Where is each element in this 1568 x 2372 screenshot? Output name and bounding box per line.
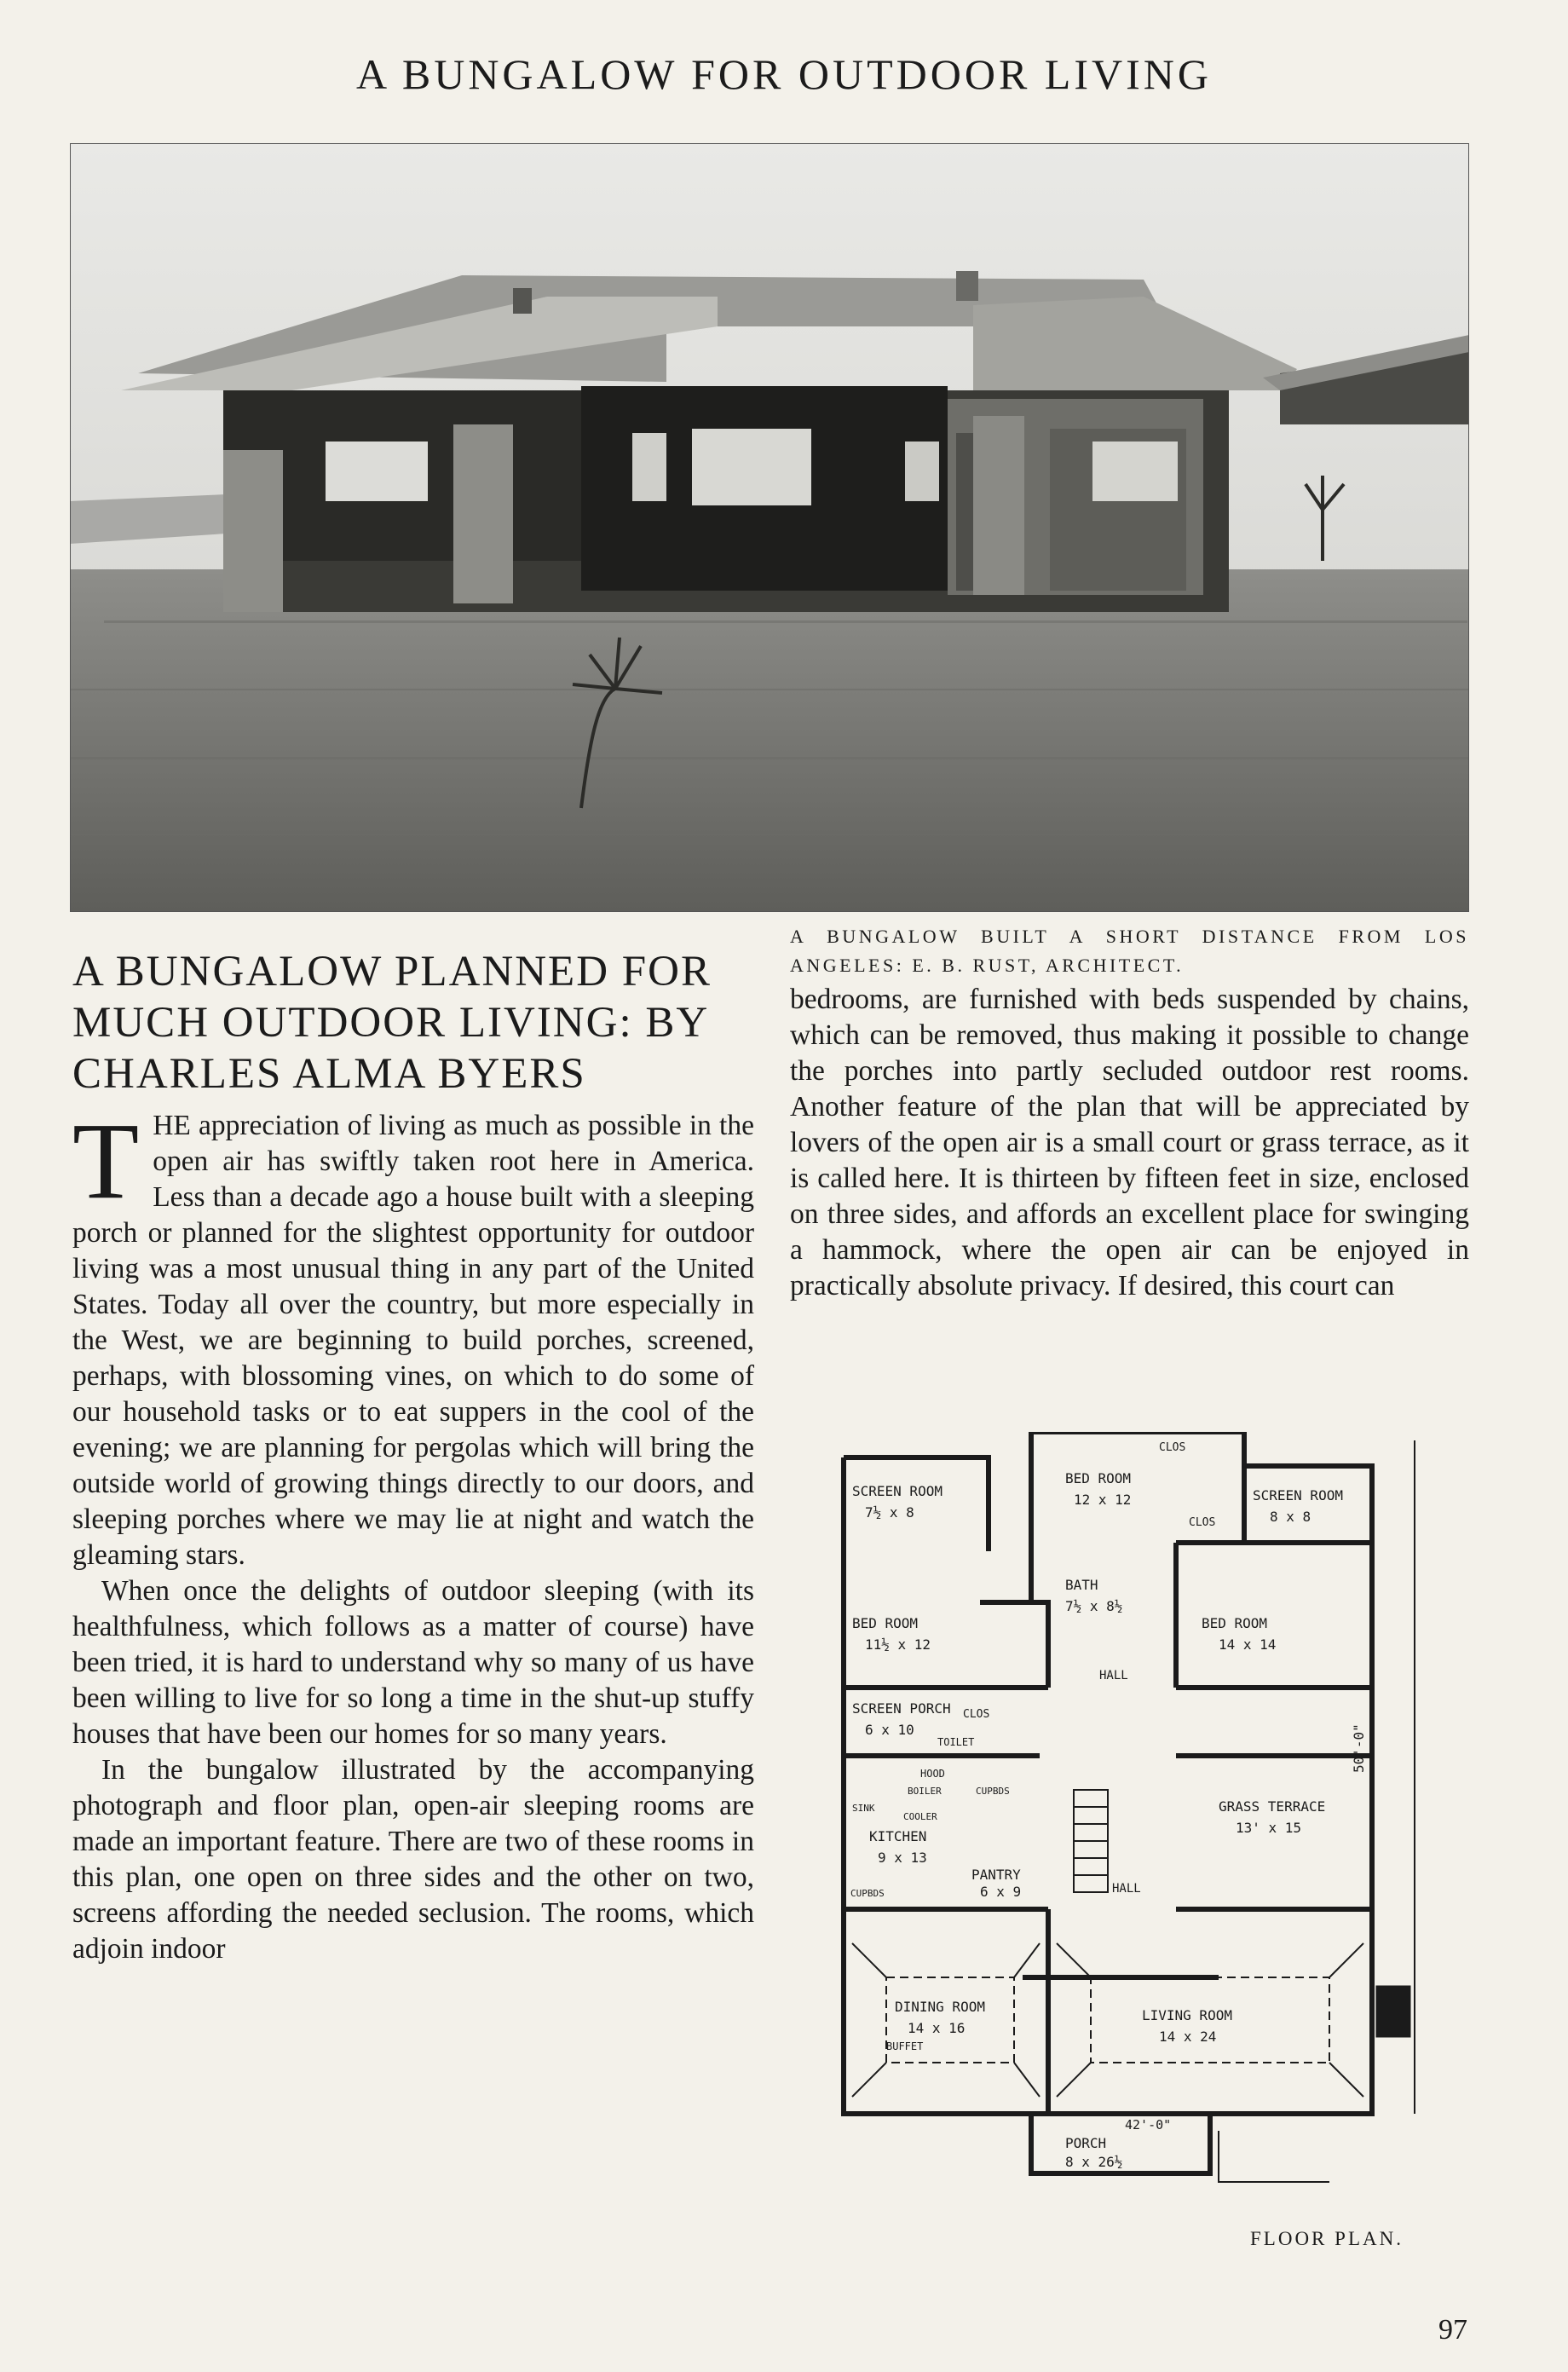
hall-label-1: HALL [1099, 1669, 1128, 1682]
room-living-room: LIVING ROOM [1142, 2007, 1232, 2023]
room-pantry: PANTRY [971, 1867, 1021, 1883]
room-bath: BATH [1065, 1577, 1098, 1593]
room-grass-terrace: GRASS TERRACE [1219, 1798, 1326, 1815]
svg-text:CUPBDS: CUPBDS [976, 1786, 1010, 1797]
svg-text:14 x 14: 14 x 14 [1219, 1636, 1277, 1653]
svg-text:7½ x 8½: 7½ x 8½ [1065, 1598, 1123, 1614]
photo-caption: A BUNGALOW BUILT A SHORT DISTANCE FROM LOS ANGELES: E. B. RUST, ARCHITECT. [790, 926, 1469, 976]
drop-cap: T [72, 1100, 140, 1221]
svg-text:6 x 10: 6 x 10 [865, 1722, 914, 1738]
svg-text:CUPBDS: CUPBDS [850, 1888, 885, 1899]
svg-text:8 x 26½: 8 x 26½ [1065, 2154, 1123, 2170]
paragraph-2: When once the delights of outdoor sleeping (with its healthfulness, which follows as a matter of course) have been tried, it is hard to understand why so many of us have been willing to live for so long a time in the shut-up stuffy houses that have been our homes for so many years. [72, 1575, 754, 1750]
paragraph-1: THE appreciation of living as much as possible in the open air has swiftly taken root here in America. Less than a decade ago a house built with a sleeping porch or planned for the slightest opportunity for outdoor living was a most unusual thing in any part of the United States. Today all over the country, but more especially in the West, we are beginning to build porches, screened, perhaps, with blossoming vines, on which to do some of our household tasks or to eat suppers in the cool of the evening; we are planning for pergolas which will bring the outside world of growing things directly to our doors, and sleeping porches where we may lie at night and watch the gleaming stars. [72, 1100, 754, 1571]
svg-text:SINK: SINK [852, 1803, 875, 1814]
room-screen-room-1: SCREEN ROOM [852, 1483, 943, 1499]
svg-text:CLOS: CLOS [1159, 1441, 1186, 1454]
svg-text:13' x 15: 13' x 15 [1236, 1820, 1302, 1836]
svg-text:9 x 13: 9 x 13 [878, 1850, 927, 1866]
svg-text:14 x 24: 14 x 24 [1159, 2029, 1217, 2045]
svg-text:7½ x 8: 7½ x 8 [865, 1504, 914, 1521]
svg-text:12 x 12: 12 x 12 [1074, 1492, 1132, 1508]
svg-text:HOOD: HOOD [920, 1768, 945, 1780]
room-bedroom-1: BED ROOM [1065, 1470, 1132, 1486]
page-number: 97 [1438, 2314, 1467, 2346]
right-column [790, 982, 1469, 1304]
article-title: A BUNGALOW PLANNED FOR MUCH OUTDOOR LIVING: BY CHARLES ALMA BYERS [72, 948, 712, 1098]
svg-text:BOILER: BOILER [908, 1786, 942, 1797]
paragraph-3: In the bungalow illustrated by the accompanying photograph and floor plan, open-air sleeping rooms are made an important feature. There are two of these rooms in this plan, one open on three sides and the other on two, screens affording the needed seclusion. The rooms, which adjoin indoor [72, 1754, 754, 1965]
room-screen-porch: SCREEN PORCH [852, 1700, 951, 1717]
paragraph-4: bedrooms, are furnished with beds suspended by chains, which can be removed, thus making it possible to change the porches into partly secluded outdoor rest rooms. Another feature of the plan that will be appreciated by lovers of the open air is a small court or grass terrace, as it is called here. It is thirteen by fifteen feet in size, enclosed on three sides, and affords an excellent place for swinging a hammock, where the open air can be enjoyed in practically absolute privacy. If desired, this court can [790, 984, 1469, 1301]
room-bedroom-2: BED ROOM [852, 1615, 919, 1631]
depth-dimension: 50'-0" [1351, 1723, 1367, 1773]
svg-text:CLOS: CLOS [963, 1708, 990, 1721]
floor-plan [818, 1432, 1432, 2276]
svg-text:COOLER: COOLER [903, 1811, 937, 1822]
floor-plan-caption: FLOOR PLAN. [1250, 2228, 1404, 2249]
room-dining-room: DINING ROOM [895, 1999, 985, 2015]
svg-text:BUFFET: BUFFET [886, 2040, 924, 2052]
room-bedroom-3: BED ROOM [1202, 1615, 1268, 1631]
room-kitchen: KITCHEN [869, 1828, 927, 1844]
svg-text:11½ x 12: 11½ x 12 [865, 1636, 931, 1653]
hall-label-2: HALL [1112, 1882, 1141, 1896]
left-column [72, 1100, 754, 1967]
running-head: A BUNGALOW FOR OUTDOOR LIVING [356, 50, 1212, 98]
room-porch: PORCH [1065, 2135, 1107, 2151]
svg-text:6 x 9: 6 x 9 [980, 1884, 1022, 1900]
svg-text:TOILET: TOILET [937, 1736, 975, 1748]
svg-text:CLOS: CLOS [1189, 1516, 1216, 1529]
svg-text:8 x 8: 8 x 8 [1270, 1509, 1311, 1525]
svg-text:14 x 16: 14 x 16 [908, 2020, 966, 2036]
room-screen-room-2: SCREEN ROOM [1253, 1487, 1343, 1503]
bungalow-photograph [70, 143, 1469, 912]
width-dimension: 42'-0" [1125, 2117, 1172, 2132]
